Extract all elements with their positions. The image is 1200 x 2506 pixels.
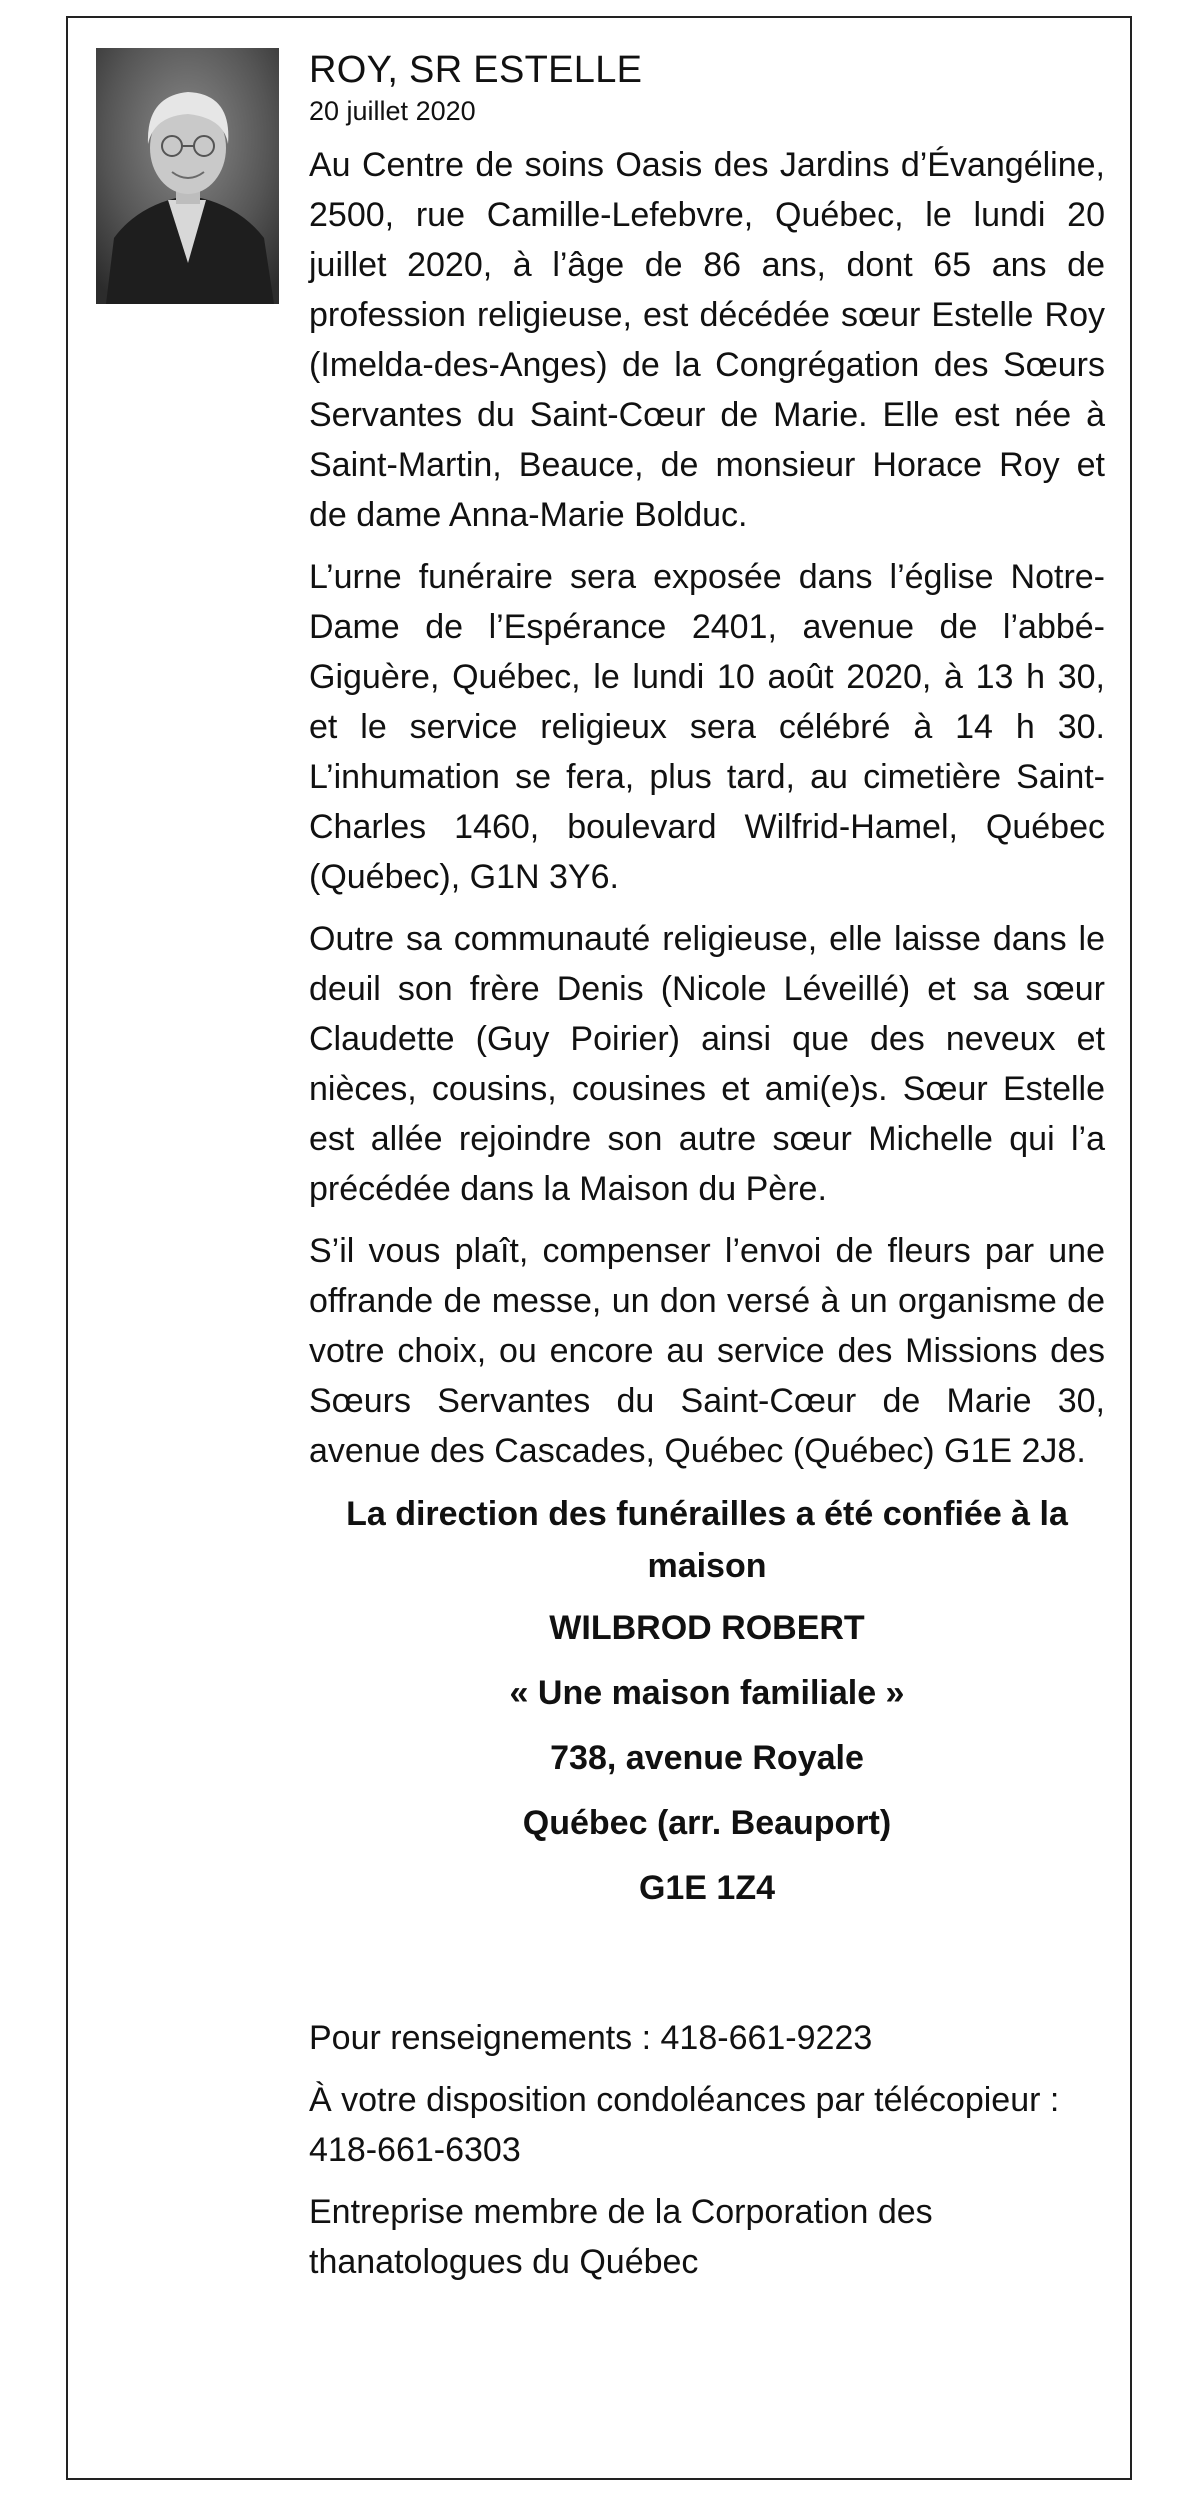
paragraph-donations: S’il vous plaît, compenser l’envoi de fleurs par une offrande de messe, un don versé à un organisme de votre choix, ou encore au service des Missions des Sœurs Servantes du Saint-Cœur de Marie 30, avenue des Cascades, Québec (Québec) G1E 2J8. — [309, 1232, 1105, 1470]
paragraph-service: L’urne funéraire sera exposée dans l’église Notre-Dame de l’Espérance 2401, avenue de l’abbé-Giguère, Québec, le lundi 10 août 2020, à 13 h 30, et le service religieux sera célébré à 14 h 30. L’inhumation se fera, plus tard, au cimetière Saint-Charles 1460, boulevard Wilfrid-Hamel, Québec (Québec), G1N 3Y6. — [309, 558, 1105, 896]
spacer — [309, 1927, 1105, 2013]
portrait-photo — [96, 48, 279, 304]
funeral-home-city: Québec (arr. Beauport) — [522, 1804, 892, 1842]
contact-fax: À votre disposition condoléances par télécopieur : 418-661-6303 — [309, 2081, 1060, 2169]
paragraph-announcement: Au Centre de soins Oasis des Jardins d’Évangéline, 2500, rue Camille-Lefebvre, Québec, le lundi 20 juillet 2020, à l’âge de 86 ans, dont 65 ans de profession religieuse, est décédée sœur Estelle Roy (Imelda-des-Anges) de la Congrégation des Sœurs Servantes du Saint-Cœur de Marie. Elle est née à Saint-Martin, Beauce, de monsieur Horace Roy et de dame Anna-Marie Bolduc. — [309, 146, 1105, 534]
portrait-photo-icon — [96, 48, 279, 304]
death-date: 20 juillet 2020 — [309, 96, 476, 126]
funeral-home-block — [309, 1488, 1105, 1914]
deceased-name: ROY, SR ESTELLE — [309, 49, 643, 91]
funeral-home-name: WILBROD ROBERT — [549, 1609, 865, 1647]
funeral-home-postal: G1E 1Z4 — [638, 1869, 776, 1907]
funeral-home-lead: La direction des funérailles a été confiée à la maison — [346, 1495, 1068, 1585]
obituary-content — [309, 44, 1105, 2299]
funeral-home-slogan: « Une maison familiale » — [509, 1674, 905, 1712]
contact-info: Pour renseignements : 418-661-9223 — [309, 2019, 873, 2057]
contact-member: Entreprise membre de la Corporation des thanatologues du Québec — [309, 2193, 933, 2281]
paragraph-family: Outre sa communauté religieuse, elle laisse dans le deuil son frère Denis (Nicole Léveillé) et sa sœur Claudette (Guy Poirier) ainsi que des neveux et nièces, cousins, cousines et ami(e)s. Sœur Estelle est allée rejoindre son autre sœur Michelle qui l’a précédée dans la Maison du Père. — [309, 920, 1105, 1208]
funeral-home-address: 738, avenue Royale — [550, 1739, 864, 1777]
